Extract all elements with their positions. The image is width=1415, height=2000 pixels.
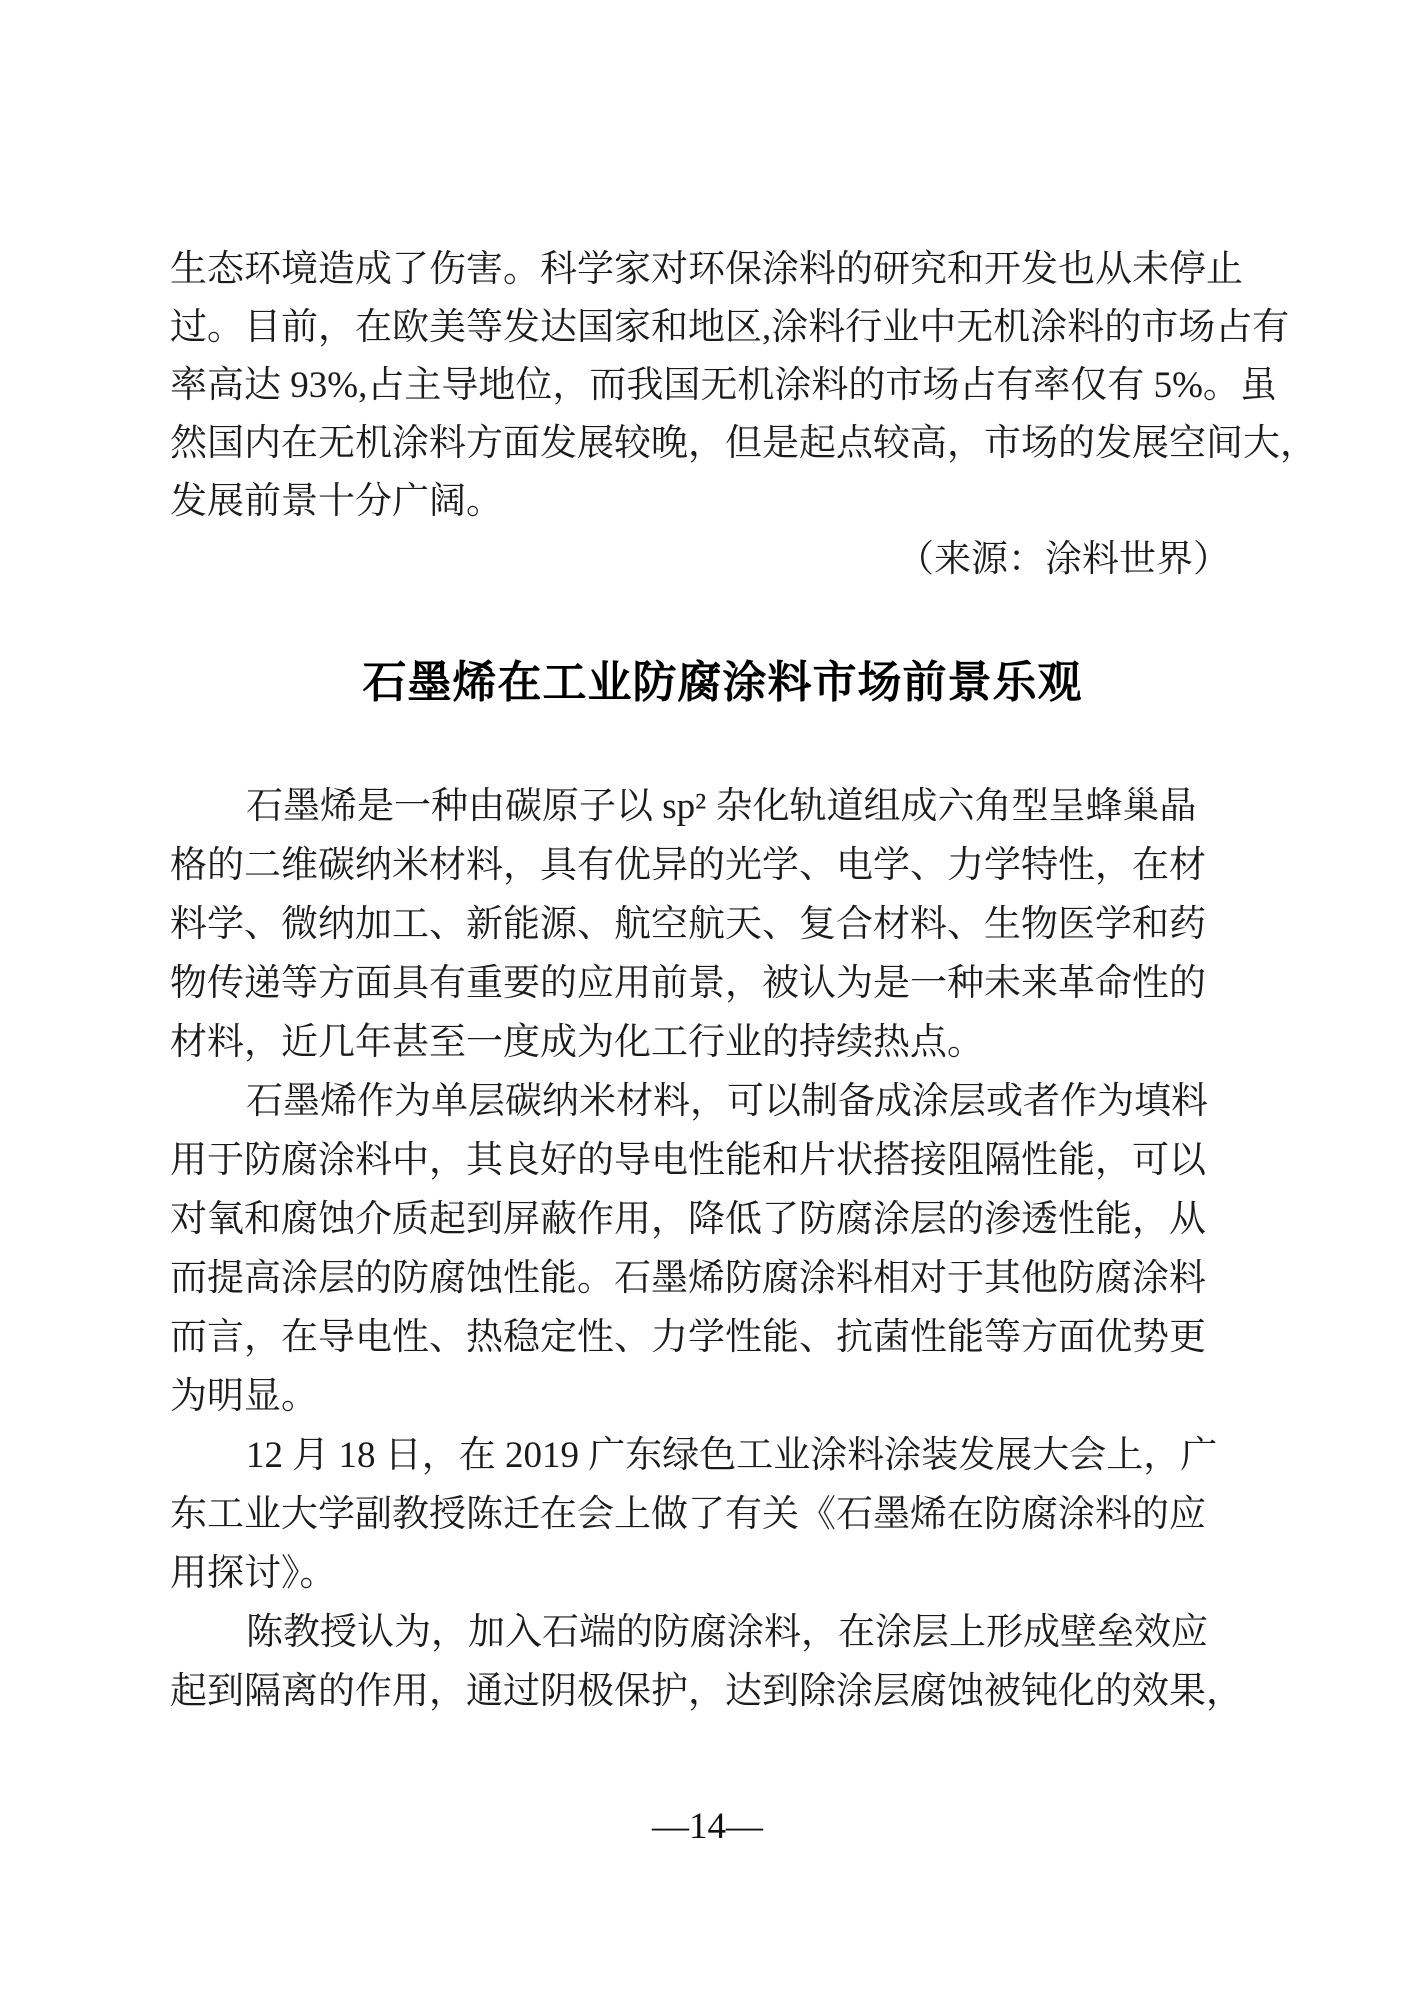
text-line: 石墨烯作为单层碳纳米材料，可以制备成涂层或者作为填料 xyxy=(246,1081,1208,1122)
text-line: 然国内在无机涂料方面发展较晚，但是起点较高，市场的发展空间大， xyxy=(170,423,1317,464)
text-line: 过。目前，在欧美等发达国家和地区,涂料行业中无机涂料的市场占有 xyxy=(170,307,1290,348)
page-number: —14— xyxy=(652,1806,763,1847)
source-attribution: （来源：涂料世界） xyxy=(897,539,1230,580)
text-line: 对氧和腐蚀介质起到屏蔽作用，降低了防腐涂层的渗透性能，从 xyxy=(170,1199,1206,1240)
text-line: 12 月 18 日，在 2019 广东绿色工业涂料涂装发展大会上，广 xyxy=(246,1435,1218,1476)
text-line: 物传递等方面具有重要的应用前景，被认为是一种未来革命性的 xyxy=(170,963,1206,1004)
article-paragraph xyxy=(170,777,1275,1072)
text-line: 而言，在导电性、热稳定性、力学性能、抗菌性能等方面优势更 xyxy=(170,1317,1206,1358)
text-line: 东工业大学副教授陈迁在会上做了有关《石墨烯在防腐涂料的应 xyxy=(170,1494,1206,1535)
article-paragraph xyxy=(170,1426,1275,1603)
article-paragraph xyxy=(170,1603,1275,1721)
text-line: 用于防腐涂料中，其良好的导电性能和片状搭接阻隔性能，可以 xyxy=(170,1140,1206,1181)
intro-paragraph xyxy=(170,241,1317,531)
text-line: 生态环境造成了伤害。科学家对环保涂料的研究和开发也从未停止 xyxy=(170,249,1243,290)
text-line: 而提高涂层的防腐蚀性能。石墨烯防腐涂料相对于其他防腐涂料 xyxy=(170,1258,1206,1299)
article-paragraph xyxy=(170,1072,1275,1426)
article-title: 石墨烯在工业防腐涂料市场前景乐观 xyxy=(362,658,1083,707)
text-line: 料学、微纳加工、新能源、航空航天、复合材料、生物医学和药 xyxy=(170,904,1206,945)
text-line: 起到隔离的作用，通过阴极保护，达到除涂层腐蚀被钝化的效果， xyxy=(170,1671,1243,1712)
text-line: 石墨烯是一种由碳原子以 sp² 杂化轨道组成六角型呈蜂巢晶 xyxy=(246,786,1197,827)
text-line: 用探讨》。 xyxy=(170,1553,337,1594)
text-line: 陈教授认为，加入石端的防腐涂料，在涂层上形成壁垒效应 xyxy=(246,1612,1208,1653)
text-line: 格的二维碳纳米材料，具有优异的光学、电学、力学特性，在材 xyxy=(170,845,1206,886)
article-body xyxy=(170,777,1275,1721)
text-line: 材料，近几年甚至一度成为化工行业的持续热点。 xyxy=(170,1022,984,1063)
text-line: 发展前景十分广阔。 xyxy=(170,481,503,522)
text-line: 率高达 93%,占主导地位，而我国无机涂料的市场占有率仅有 5%。虽 xyxy=(170,365,1277,406)
text-line: 为明显。 xyxy=(170,1376,318,1417)
document-page xyxy=(170,241,1317,1721)
